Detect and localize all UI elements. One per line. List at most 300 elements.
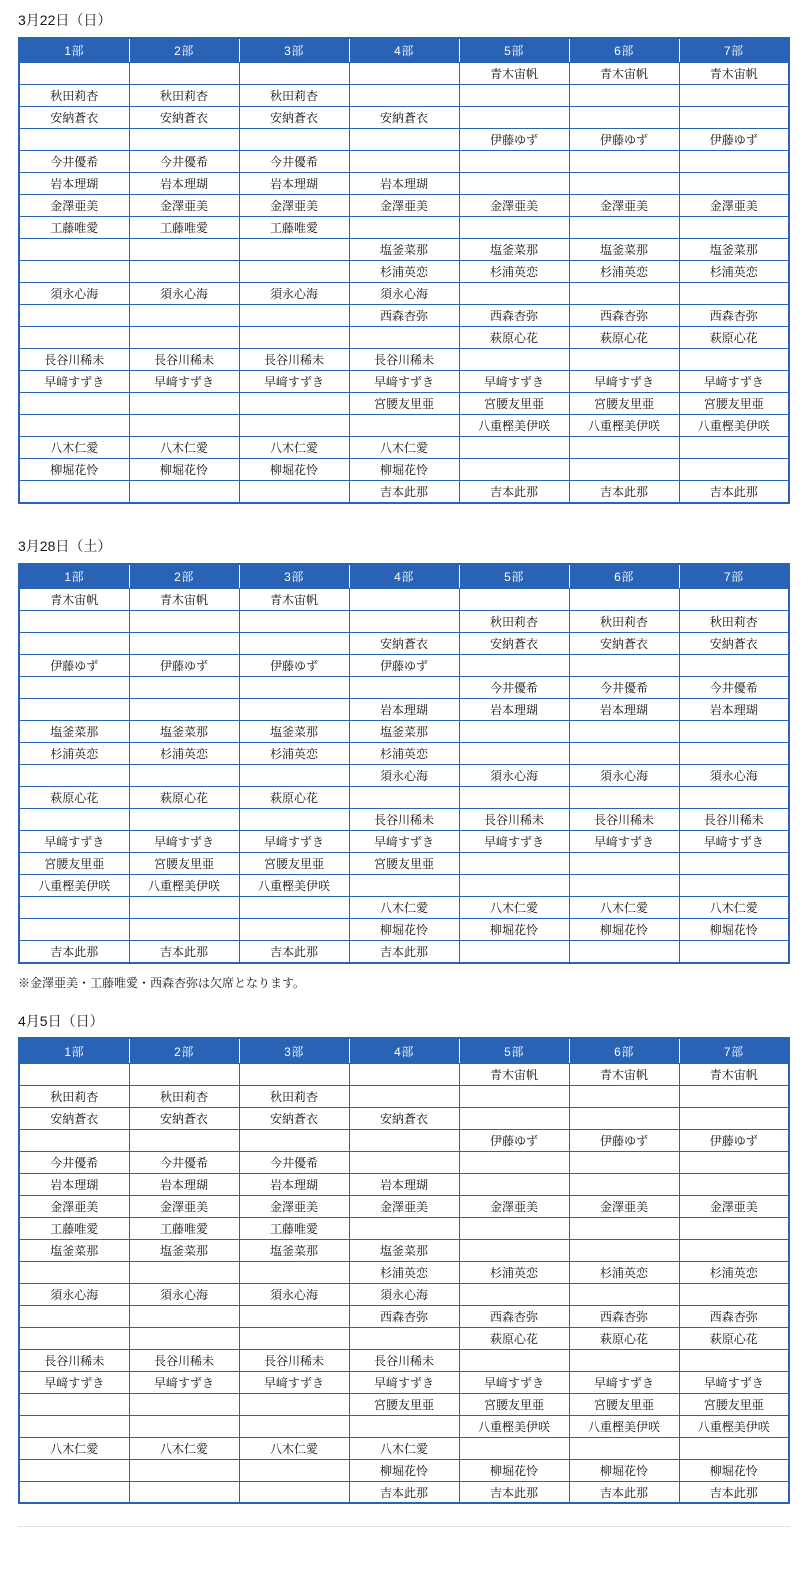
table-row bbox=[19, 655, 789, 677]
schedule-section-3 bbox=[0, 1013, 808, 1505]
member-cell: 須永心海 bbox=[129, 283, 239, 305]
column-header-3: 3部 bbox=[239, 1038, 349, 1063]
table-wrapper bbox=[0, 563, 808, 964]
empty-cell bbox=[19, 765, 129, 787]
empty-cell bbox=[129, 809, 239, 831]
empty-cell bbox=[569, 853, 679, 875]
empty-cell bbox=[129, 897, 239, 919]
member-cell: 工藤唯愛 bbox=[19, 1217, 129, 1239]
empty-cell bbox=[239, 611, 349, 633]
member-cell: 八木仁愛 bbox=[349, 437, 459, 459]
empty-cell bbox=[569, 1349, 679, 1371]
member-cell: 金澤亜美 bbox=[569, 1195, 679, 1217]
member-cell: 宮腰友里亜 bbox=[569, 393, 679, 415]
empty-cell bbox=[349, 1129, 459, 1151]
table-row bbox=[19, 173, 789, 195]
member-cell: 塩釜菜那 bbox=[349, 239, 459, 261]
empty-cell bbox=[239, 415, 349, 437]
empty-cell bbox=[129, 129, 239, 151]
table-row bbox=[19, 875, 789, 897]
member-cell: 須永心海 bbox=[239, 1283, 349, 1305]
member-cell: 西森杏弥 bbox=[459, 1305, 569, 1327]
member-cell: 安納蒼衣 bbox=[679, 633, 789, 655]
empty-cell bbox=[459, 85, 569, 107]
member-cell: 塩釜菜那 bbox=[569, 239, 679, 261]
table-row bbox=[19, 217, 789, 239]
header-row bbox=[19, 1038, 789, 1063]
member-cell: 今井優希 bbox=[679, 677, 789, 699]
column-header-6: 6部 bbox=[569, 564, 679, 589]
empty-cell bbox=[19, 611, 129, 633]
member-cell: 吉本此那 bbox=[349, 941, 459, 963]
empty-cell bbox=[129, 611, 239, 633]
empty-cell bbox=[569, 875, 679, 897]
member-cell: 八木仁愛 bbox=[239, 1437, 349, 1459]
member-cell: 安納蒼衣 bbox=[129, 107, 239, 129]
empty-cell bbox=[19, 305, 129, 327]
member-cell: 安納蒼衣 bbox=[459, 633, 569, 655]
section-spacer-2 bbox=[0, 991, 808, 1013]
empty-cell bbox=[679, 1239, 789, 1261]
member-cell: 今井優希 bbox=[239, 1151, 349, 1173]
member-cell: 青木宙帆 bbox=[239, 589, 349, 611]
empty-cell bbox=[459, 1437, 569, 1459]
member-cell: 金澤亜美 bbox=[19, 1195, 129, 1217]
empty-cell bbox=[459, 743, 569, 765]
empty-cell bbox=[459, 173, 569, 195]
empty-cell bbox=[239, 809, 349, 831]
empty-cell bbox=[569, 1173, 679, 1195]
empty-cell bbox=[349, 217, 459, 239]
member-cell: 金澤亜美 bbox=[239, 1195, 349, 1217]
empty-cell bbox=[19, 677, 129, 699]
empty-cell bbox=[679, 1437, 789, 1459]
member-cell: 安納蒼衣 bbox=[129, 1107, 239, 1129]
empty-cell bbox=[679, 1107, 789, 1129]
member-cell: 安納蒼衣 bbox=[239, 107, 349, 129]
empty-cell bbox=[679, 1349, 789, 1371]
empty-cell bbox=[569, 1151, 679, 1173]
column-header-2: 2部 bbox=[129, 38, 239, 63]
schedule-table bbox=[18, 563, 790, 964]
empty-cell bbox=[679, 437, 789, 459]
table-row bbox=[19, 481, 789, 503]
table-row bbox=[19, 195, 789, 217]
member-cell: 岩本理瑚 bbox=[349, 699, 459, 721]
empty-cell bbox=[239, 481, 349, 503]
member-cell: 伊藤ゆず bbox=[129, 655, 239, 677]
empty-cell bbox=[19, 699, 129, 721]
member-cell: 柳堀花怜 bbox=[349, 919, 459, 941]
member-cell: 早﨑すずき bbox=[569, 1371, 679, 1393]
member-cell: 西森杏弥 bbox=[349, 305, 459, 327]
empty-cell bbox=[459, 459, 569, 481]
empty-cell bbox=[129, 415, 239, 437]
member-cell: 岩本理瑚 bbox=[19, 173, 129, 195]
member-cell: 塩釜菜那 bbox=[239, 1239, 349, 1261]
empty-cell bbox=[679, 151, 789, 173]
member-cell: 八木仁愛 bbox=[679, 897, 789, 919]
empty-cell bbox=[569, 1085, 679, 1107]
empty-cell bbox=[239, 1393, 349, 1415]
member-cell: 早﨑すずき bbox=[679, 371, 789, 393]
member-cell: 杉浦英恋 bbox=[679, 261, 789, 283]
empty-cell bbox=[239, 633, 349, 655]
empty-cell bbox=[679, 853, 789, 875]
member-cell: 今井優希 bbox=[129, 1151, 239, 1173]
member-cell: 金澤亜美 bbox=[349, 1195, 459, 1217]
member-cell: 安納蒼衣 bbox=[349, 107, 459, 129]
member-cell: 八木仁愛 bbox=[349, 897, 459, 919]
member-cell: 早﨑すずき bbox=[349, 371, 459, 393]
member-cell: 長谷川稀未 bbox=[349, 1349, 459, 1371]
member-cell: 八重樫美伊咲 bbox=[239, 875, 349, 897]
table-body bbox=[19, 63, 789, 503]
member-cell: 秋田莉杏 bbox=[239, 1085, 349, 1107]
empty-cell bbox=[19, 481, 129, 503]
empty-cell bbox=[239, 1063, 349, 1085]
empty-cell bbox=[129, 305, 239, 327]
empty-cell bbox=[129, 699, 239, 721]
member-cell: 青木宙帆 bbox=[459, 1063, 569, 1085]
empty-cell bbox=[459, 787, 569, 809]
empty-cell bbox=[19, 261, 129, 283]
member-cell: 杉浦英恋 bbox=[569, 261, 679, 283]
member-cell: 西森杏弥 bbox=[569, 1305, 679, 1327]
member-cell: 長谷川稀未 bbox=[459, 809, 569, 831]
member-cell: 岩本理瑚 bbox=[349, 173, 459, 195]
empty-cell bbox=[19, 1261, 129, 1283]
member-cell: 八木仁愛 bbox=[569, 897, 679, 919]
empty-cell bbox=[19, 1129, 129, 1151]
member-cell: 伊藤ゆず bbox=[679, 129, 789, 151]
member-cell: 金澤亜美 bbox=[459, 195, 569, 217]
table-row bbox=[19, 1437, 789, 1459]
empty-cell bbox=[129, 919, 239, 941]
table-row bbox=[19, 371, 789, 393]
member-cell: 安納蒼衣 bbox=[239, 1107, 349, 1129]
member-cell: 工藤唯愛 bbox=[129, 217, 239, 239]
member-cell: 吉本此那 bbox=[569, 1481, 679, 1503]
member-cell: 八重樫美伊咲 bbox=[569, 1415, 679, 1437]
empty-cell bbox=[569, 437, 679, 459]
empty-cell bbox=[459, 1107, 569, 1129]
member-cell: 杉浦英恋 bbox=[459, 261, 569, 283]
empty-cell bbox=[569, 787, 679, 809]
table-row bbox=[19, 107, 789, 129]
member-cell: 八重樫美伊咲 bbox=[459, 415, 569, 437]
member-cell: 今井優希 bbox=[239, 151, 349, 173]
member-cell: 柳堀花怜 bbox=[129, 459, 239, 481]
empty-cell bbox=[679, 1151, 789, 1173]
empty-cell bbox=[239, 63, 349, 85]
table-row bbox=[19, 1173, 789, 1195]
member-cell: 萩原心花 bbox=[459, 1327, 569, 1349]
column-header-3: 3部 bbox=[239, 564, 349, 589]
member-cell: 萩原心花 bbox=[129, 787, 239, 809]
empty-cell bbox=[459, 655, 569, 677]
empty-cell bbox=[459, 1217, 569, 1239]
member-cell: 塩釜菜那 bbox=[349, 721, 459, 743]
empty-cell bbox=[239, 919, 349, 941]
member-cell: 金澤亜美 bbox=[349, 195, 459, 217]
table-row bbox=[19, 853, 789, 875]
empty-cell bbox=[19, 239, 129, 261]
empty-cell bbox=[129, 633, 239, 655]
member-cell: 宮腰友里亜 bbox=[679, 393, 789, 415]
member-cell: 工藤唯愛 bbox=[19, 217, 129, 239]
member-cell: 吉本此那 bbox=[349, 481, 459, 503]
empty-cell bbox=[239, 699, 349, 721]
empty-cell bbox=[349, 63, 459, 85]
empty-cell bbox=[349, 151, 459, 173]
table-row bbox=[19, 305, 789, 327]
empty-cell bbox=[569, 217, 679, 239]
schedule-table bbox=[18, 1037, 790, 1504]
table-row bbox=[19, 787, 789, 809]
member-cell: 早﨑すずき bbox=[19, 371, 129, 393]
member-cell: 八木仁愛 bbox=[19, 437, 129, 459]
empty-cell bbox=[239, 677, 349, 699]
empty-cell bbox=[459, 1085, 569, 1107]
empty-cell bbox=[129, 1063, 239, 1085]
member-cell: 柳堀花怜 bbox=[569, 919, 679, 941]
member-cell: 須永心海 bbox=[19, 283, 129, 305]
member-cell: 杉浦英恋 bbox=[679, 1261, 789, 1283]
table-row bbox=[19, 611, 789, 633]
member-cell: 工藤唯愛 bbox=[239, 1217, 349, 1239]
member-cell: 須永心海 bbox=[19, 1283, 129, 1305]
column-header-7: 7部 bbox=[679, 1038, 789, 1063]
schedule-table bbox=[18, 37, 790, 504]
column-header-4: 4部 bbox=[349, 38, 459, 63]
empty-cell bbox=[349, 875, 459, 897]
member-cell: 青木宙帆 bbox=[19, 589, 129, 611]
empty-cell bbox=[679, 217, 789, 239]
member-cell: 宮腰友里亜 bbox=[569, 1393, 679, 1415]
empty-cell bbox=[569, 1239, 679, 1261]
empty-cell bbox=[459, 1283, 569, 1305]
empty-cell bbox=[459, 1173, 569, 1195]
member-cell: 宮腰友里亜 bbox=[239, 853, 349, 875]
member-cell: 早﨑すずき bbox=[19, 1371, 129, 1393]
member-cell: 宮腰友里亜 bbox=[129, 853, 239, 875]
member-cell: 伊藤ゆず bbox=[569, 129, 679, 151]
member-cell: 塩釜菜那 bbox=[19, 721, 129, 743]
empty-cell bbox=[679, 85, 789, 107]
member-cell: 柳堀花怜 bbox=[349, 1459, 459, 1481]
empty-cell bbox=[19, 1393, 129, 1415]
member-cell: 柳堀花怜 bbox=[239, 459, 349, 481]
table-row bbox=[19, 1085, 789, 1107]
table-row bbox=[19, 919, 789, 941]
table-row bbox=[19, 85, 789, 107]
member-cell: 吉本此那 bbox=[569, 481, 679, 503]
empty-cell bbox=[19, 1459, 129, 1481]
column-header-5: 5部 bbox=[459, 38, 569, 63]
empty-cell bbox=[349, 327, 459, 349]
member-cell: 安納蒼衣 bbox=[569, 633, 679, 655]
member-cell: 杉浦英恋 bbox=[239, 743, 349, 765]
empty-cell bbox=[459, 721, 569, 743]
member-cell: 青木宙帆 bbox=[129, 589, 239, 611]
table-row bbox=[19, 1107, 789, 1129]
member-cell: 須永心海 bbox=[239, 283, 349, 305]
member-cell: 青木宙帆 bbox=[459, 63, 569, 85]
table-row bbox=[19, 1063, 789, 1085]
schedule-section-2 bbox=[0, 538, 808, 991]
table-row bbox=[19, 897, 789, 919]
empty-cell bbox=[569, 655, 679, 677]
member-cell: 岩本理瑚 bbox=[349, 1173, 459, 1195]
section-spacer-1 bbox=[0, 504, 808, 538]
member-cell: 秋田莉杏 bbox=[679, 611, 789, 633]
member-cell: 伊藤ゆず bbox=[459, 1129, 569, 1151]
member-cell: 宮腰友里亜 bbox=[349, 853, 459, 875]
member-cell: 吉本此那 bbox=[459, 1481, 569, 1503]
empty-cell bbox=[459, 941, 569, 963]
column-header-2: 2部 bbox=[129, 1038, 239, 1063]
member-cell: 早﨑すずき bbox=[129, 371, 239, 393]
table-row bbox=[19, 261, 789, 283]
member-cell: 八重樫美伊咲 bbox=[459, 1415, 569, 1437]
empty-cell bbox=[239, 1327, 349, 1349]
member-cell: 岩本理瑚 bbox=[129, 173, 239, 195]
member-cell: 長谷川稀未 bbox=[19, 349, 129, 371]
empty-cell bbox=[239, 1305, 349, 1327]
empty-cell bbox=[349, 1415, 459, 1437]
empty-cell bbox=[19, 809, 129, 831]
empty-cell bbox=[679, 941, 789, 963]
table-row bbox=[19, 699, 789, 721]
bottom-spacer bbox=[0, 1527, 808, 1573]
header-row bbox=[19, 564, 789, 589]
empty-cell bbox=[459, 589, 569, 611]
empty-cell bbox=[19, 1063, 129, 1085]
column-header-6: 6部 bbox=[569, 1038, 679, 1063]
member-cell: 塩釜菜那 bbox=[129, 1239, 239, 1261]
member-cell: 宮腰友里亜 bbox=[349, 393, 459, 415]
empty-cell bbox=[679, 721, 789, 743]
empty-cell bbox=[679, 173, 789, 195]
member-cell: 須永心海 bbox=[349, 1283, 459, 1305]
member-cell: 須永心海 bbox=[129, 1283, 239, 1305]
table-head bbox=[19, 1038, 789, 1063]
member-cell: 早﨑すずき bbox=[349, 831, 459, 853]
empty-cell bbox=[349, 415, 459, 437]
column-header-1: 1部 bbox=[19, 1038, 129, 1063]
member-cell: 吉本此那 bbox=[239, 941, 349, 963]
member-cell: 秋田莉杏 bbox=[19, 1085, 129, 1107]
table-row bbox=[19, 1481, 789, 1503]
table-row bbox=[19, 677, 789, 699]
schedule-section-1 bbox=[0, 12, 808, 504]
empty-cell bbox=[569, 173, 679, 195]
section-title: 3月28日（土） bbox=[18, 537, 112, 554]
member-cell: 今井優希 bbox=[19, 151, 129, 173]
member-cell: 萩原心花 bbox=[679, 1327, 789, 1349]
empty-cell bbox=[239, 897, 349, 919]
empty-cell bbox=[459, 217, 569, 239]
member-cell: 伊藤ゆず bbox=[459, 129, 569, 151]
empty-cell bbox=[569, 941, 679, 963]
table-row bbox=[19, 589, 789, 611]
member-cell: 早﨑すずき bbox=[569, 371, 679, 393]
member-cell: 秋田莉杏 bbox=[19, 85, 129, 107]
member-cell: 八重樫美伊咲 bbox=[679, 415, 789, 437]
empty-cell bbox=[459, 1151, 569, 1173]
empty-cell bbox=[19, 327, 129, 349]
column-header-3: 3部 bbox=[239, 38, 349, 63]
member-cell: 八木仁愛 bbox=[349, 1437, 459, 1459]
empty-cell bbox=[19, 897, 129, 919]
member-cell: 長谷川稀未 bbox=[349, 349, 459, 371]
empty-cell bbox=[459, 437, 569, 459]
member-cell: 西森杏弥 bbox=[459, 305, 569, 327]
member-cell: 宮腰友里亜 bbox=[349, 1393, 459, 1415]
table-row bbox=[19, 1305, 789, 1327]
member-cell: 八重樫美伊咲 bbox=[679, 1415, 789, 1437]
member-cell: 柳堀花怜 bbox=[679, 1459, 789, 1481]
member-cell: 金澤亜美 bbox=[129, 1195, 239, 1217]
empty-cell bbox=[19, 633, 129, 655]
table-row bbox=[19, 633, 789, 655]
empty-cell bbox=[129, 1129, 239, 1151]
empty-cell bbox=[19, 1327, 129, 1349]
table-row bbox=[19, 941, 789, 963]
member-cell: 岩本理瑚 bbox=[19, 1173, 129, 1195]
member-cell: 早﨑すずき bbox=[129, 1371, 239, 1393]
empty-cell bbox=[239, 1129, 349, 1151]
empty-cell bbox=[239, 1459, 349, 1481]
empty-cell bbox=[129, 393, 239, 415]
member-cell: 早﨑すずき bbox=[349, 1371, 459, 1393]
table-row bbox=[19, 721, 789, 743]
table-row bbox=[19, 151, 789, 173]
member-cell: 八重樫美伊咲 bbox=[569, 415, 679, 437]
empty-cell bbox=[19, 415, 129, 437]
empty-cell bbox=[19, 1415, 129, 1437]
member-cell: 岩本理瑚 bbox=[459, 699, 569, 721]
empty-cell bbox=[239, 239, 349, 261]
member-cell: 早﨑すずき bbox=[459, 1371, 569, 1393]
member-cell: 柳堀花怜 bbox=[679, 919, 789, 941]
member-cell: 今井優希 bbox=[459, 677, 569, 699]
member-cell: 杉浦英恋 bbox=[569, 1261, 679, 1283]
table-row bbox=[19, 1349, 789, 1371]
empty-cell bbox=[239, 327, 349, 349]
member-cell: 長谷川稀未 bbox=[679, 809, 789, 831]
member-cell: 柳堀花怜 bbox=[19, 459, 129, 481]
empty-cell bbox=[679, 787, 789, 809]
member-cell: 萩原心花 bbox=[239, 787, 349, 809]
empty-cell bbox=[129, 1459, 239, 1481]
empty-cell bbox=[239, 393, 349, 415]
empty-cell bbox=[679, 459, 789, 481]
empty-cell bbox=[569, 1437, 679, 1459]
empty-cell bbox=[349, 129, 459, 151]
absence-note: ※金澤亜美・工藤唯愛・西森杏弥は欠席となります。 bbox=[18, 975, 306, 990]
empty-cell bbox=[129, 1305, 239, 1327]
empty-cell bbox=[129, 765, 239, 787]
member-cell: 八重樫美伊咲 bbox=[19, 875, 129, 897]
member-cell: 西森杏弥 bbox=[679, 305, 789, 327]
member-cell: 金澤亜美 bbox=[129, 195, 239, 217]
member-cell: 伊藤ゆず bbox=[19, 655, 129, 677]
member-cell: 宮腰友里亜 bbox=[459, 393, 569, 415]
member-cell: 柳堀花怜 bbox=[459, 1459, 569, 1481]
member-cell: 秋田莉杏 bbox=[239, 85, 349, 107]
